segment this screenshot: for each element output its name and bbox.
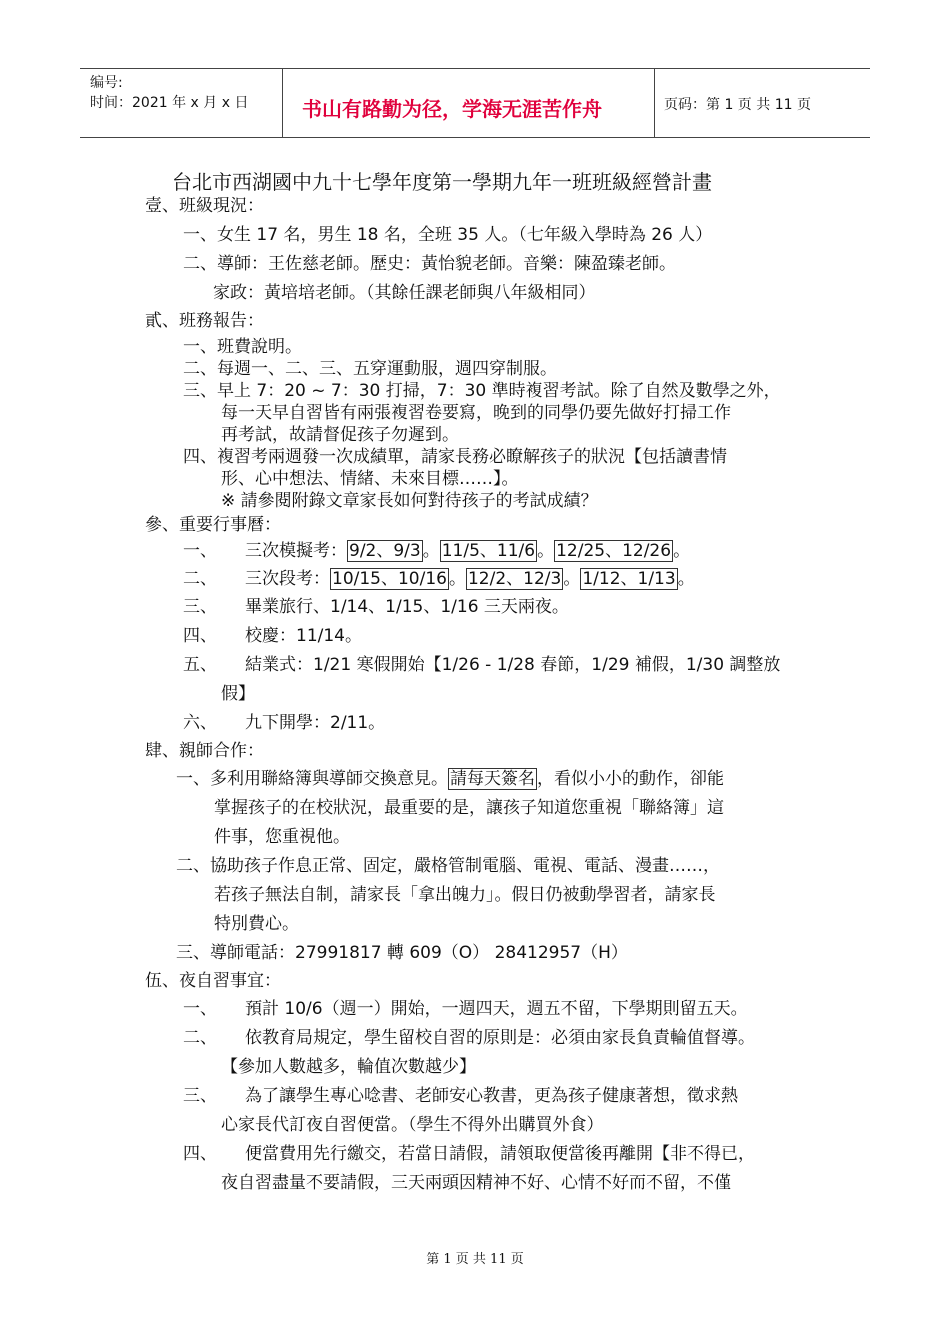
paragraph: 四、複習考兩週發一次成績單，請家長務必瞭解孩子的狀況【包括讀書情 [183, 447, 727, 467]
paragraph: 一、女生 17 名，男生 18 名，全班 35 人。（七年級入學時為 26 人） [183, 225, 713, 245]
note: ※ 請參閱附錄文章家長如何對待孩子的考試成績？ [221, 491, 598, 511]
list-number: 六、 [183, 713, 217, 733]
paragraph [176, 768, 724, 790]
list-number: 三、 [183, 1086, 217, 1106]
header-left [90, 73, 248, 113]
row-label: 三次段考： [245, 569, 330, 589]
page-info: 页码：第 1 页 共 11 页 [664, 97, 811, 113]
paragraph: 二、導師：王佐慈老師。歷史：黃怡貌老師。音樂：陳盈臻老師。 [183, 254, 676, 274]
paragraph: 家政：黃培培老師。（其餘任課老師與八年級相同） [213, 283, 596, 303]
date-box: 11/5、11/6 [441, 541, 536, 561]
list-number: 三、 [183, 597, 217, 617]
paragraph: 預計 10/6（週一）開始，一週四天，週五不留，下學期則留五天。 [245, 999, 748, 1019]
text-run: 一、多利用聯絡簿與導師交換意見。 [176, 769, 448, 789]
schedule-row-section-exams [245, 568, 695, 590]
list-number: 二、 [183, 1028, 217, 1048]
paragraph: 若孩子無法自制，請家長「拿出魄力」。假日仍被動學習者，請家長 [214, 885, 716, 905]
paragraph: 件事，您重視他。 [214, 827, 350, 847]
paragraph: 二、協助孩子作息正常、固定，嚴格管制電腦、電視、電話、漫畫……， [176, 856, 720, 876]
section-heading: 伍、夜自習事宜： [145, 971, 281, 991]
list-number: 一、 [183, 541, 217, 561]
list-number: 一、 [183, 999, 217, 1019]
separator: 。 [563, 569, 581, 589]
schedule-row-mock-exams [245, 540, 690, 562]
date-box: 1/12、1/13 [582, 569, 676, 589]
document-title: 台北市西湖國中九十七學年度第一學期九年一班班級經營計畫 [172, 170, 712, 194]
motto: 书山有路勤为径，学海无涯苦作舟 [302, 97, 602, 121]
separator: 。 [537, 541, 555, 561]
header-divider [654, 69, 655, 137]
paragraph: 一、班費說明。 [183, 337, 302, 357]
list-number: 二、 [183, 569, 217, 589]
teacher-phone: 三、導師電話：27991817 轉 609（O） 28412957（H） [176, 943, 628, 963]
paragraph: 特別費心。 [214, 914, 299, 934]
list-number: 四、 [183, 1144, 217, 1164]
paragraph: 每一天早自習皆有兩張複習卷要寫，晚到的同學仍要先做好打掃工作 [221, 403, 731, 423]
date-box: 12/2、12/3 [467, 569, 562, 589]
paragraph: 假】 [221, 684, 255, 704]
paragraph: 便當費用先行繳交，若當日請假，請領取便當後再離開【非不得已， [245, 1144, 755, 1164]
paragraph: 依教育局規定，學生留校自習的原則是：必須由家長負責輪值督導。 [245, 1028, 755, 1048]
page-footer: 第 1 页 共 11 页 [426, 1252, 524, 1267]
section-heading: 壹、班級現況： [145, 196, 264, 216]
section-heading: 參、重要行事曆： [145, 515, 281, 535]
document-header [80, 68, 870, 138]
paragraph: 結業式：1/21 寒假開始【1/26 - 1/28 春節，1/29 補假，1/30 調整放 [245, 655, 781, 675]
paragraph: 校慶：11/14。 [245, 626, 362, 646]
separator: 。 [673, 541, 691, 561]
paragraph: 夜自習盡量不要請假，三天兩頭因精神不好、心情不好而不留，不僅 [221, 1173, 731, 1193]
paragraph: 【參加人數越多，輪值次數越少】 [221, 1057, 476, 1077]
header-divider [282, 69, 283, 137]
paragraph: 畢業旅行、1/14、1/15、1/16 三天兩夜。 [245, 597, 569, 617]
row-label: 三次模擬考： [245, 541, 347, 561]
paragraph: 形、心中想法、情緒、未來目標……】。 [221, 469, 519, 489]
list-number: 五、 [183, 655, 217, 675]
separator: 。 [422, 541, 440, 561]
list-number: 四、 [183, 626, 217, 646]
section-heading: 貳、班務報告： [145, 311, 264, 331]
date-box: 12/25、12/26 [556, 541, 672, 561]
paragraph: 二、每週一、二、三、五穿運動服，週四穿制服。 [183, 359, 557, 379]
paragraph: 掌握孩子的在校狀況，最重要的是，讓孩子知道您重視「聯絡簿」這 [214, 798, 724, 818]
separator: 。 [448, 569, 466, 589]
sign-daily-box: 請每天簽名 [450, 769, 535, 789]
paragraph: 再考試，故請督促孩子勿遲到。 [221, 425, 459, 445]
paragraph: 三、早上 7：20 ~ 7：30 打掃，7：30 準時複習考試。除了自然及數學之外， [183, 381, 781, 401]
date-box: 9/2、9/3 [349, 541, 421, 561]
number-label: 编号: [90, 75, 123, 91]
paragraph: 心家長代訂夜自習便當。（學生不得外出購買外食） [221, 1115, 604, 1135]
date-box: 10/15、10/16 [332, 569, 447, 589]
paragraph: 九下開學：2/11。 [245, 713, 386, 733]
separator: 。 [677, 569, 695, 589]
section-heading: 肆、親師合作： [145, 741, 264, 761]
paragraph: 為了讓學生專心唸書、老師安心教書，更為孩子健康著想，徵求熱 [245, 1086, 738, 1106]
text-run: ，看似小小的動作，卻能 [537, 769, 724, 789]
time-label: 时间：2021 年 x 月 x 日 [90, 95, 249, 111]
